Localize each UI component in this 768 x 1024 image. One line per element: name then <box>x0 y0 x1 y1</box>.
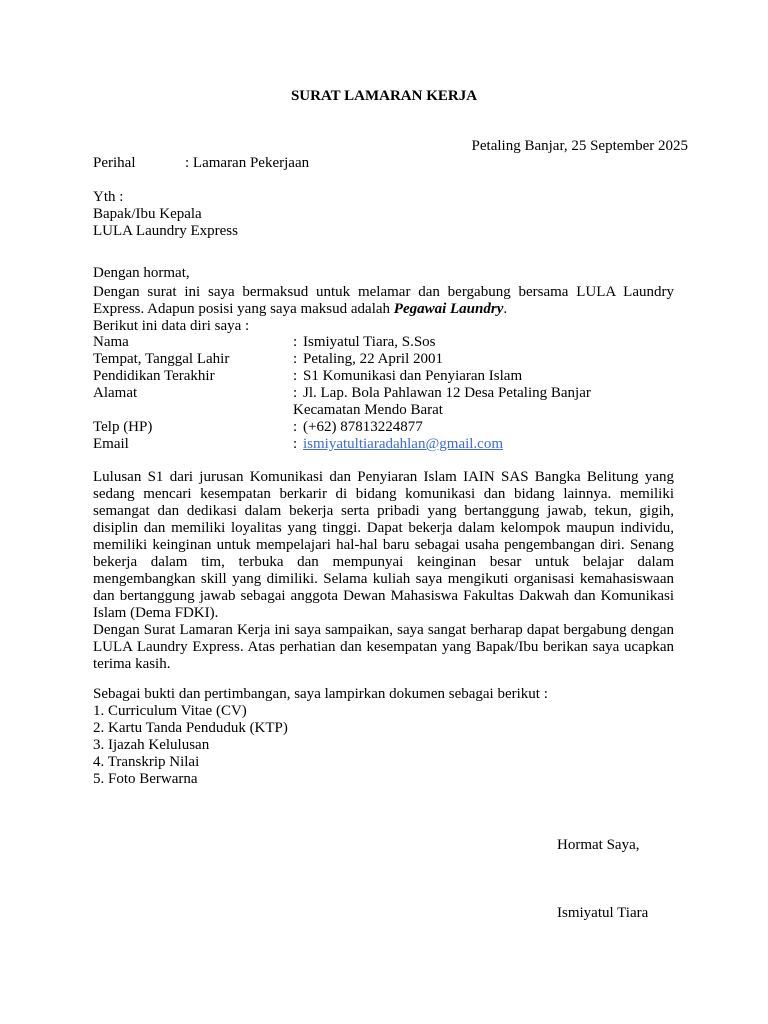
letter-title: SURAT LAMARAN KERJA <box>290 88 478 104</box>
subject-line <box>93 155 674 172</box>
education-value: S1 Komunikasi dan Penyiaran Islam <box>303 368 523 384</box>
letter-date: Petaling Banjar, 25 September 2025 <box>471 138 688 154</box>
birth-label: Tempat, Tanggal Lahir <box>93 351 230 367</box>
email-label: Email <box>93 436 129 452</box>
attachment-item: 1. Curriculum Vitae (CV) <box>93 703 247 719</box>
colon: : <box>293 436 298 452</box>
recipient-block <box>93 189 674 240</box>
data-row-address <box>93 385 674 402</box>
greeting: Dengan hormat, <box>93 265 190 281</box>
data-row-address-cont <box>93 402 674 419</box>
signer-name: Ismiyatul Tiara <box>557 905 649 921</box>
name-value: Ismiyatul Tiara, S.Sos <box>303 334 436 350</box>
email-link[interactable]: ismiyatultiaradahlan@gmail.com <box>303 436 504 452</box>
attachment-item: 5. Foto Berwarna <box>93 771 198 787</box>
phone-label: Telp (HP) <box>93 419 153 435</box>
opening-text: Dengan surat ini saya bermaksud untuk melamar dan bergabung bersama LULA Laundry Express. Adapun posisi yang saya maksud adalah <box>93 284 674 317</box>
opening-period: . <box>503 301 508 317</box>
birth-value: Petaling, 22 April 2001 <box>303 351 443 367</box>
colon: : <box>293 385 298 401</box>
body-paragraphs <box>93 469 674 673</box>
sign-off: Hormat Saya, <box>557 837 640 853</box>
closing-paragraph: Dengan Surat Lamaran Kerja ini saya sampaikan, saya sangat berharap dapat bergabung dengan LULA Laundry Express. Atas perhatian dan kesempatan yang Bapak/Ibu berikan saya ucapkan terima kasih. <box>93 622 674 672</box>
data-intro: Berikut ini data diri saya : <box>93 318 250 334</box>
recipient-title: Bapak/Ibu Kepala <box>93 206 202 222</box>
data-row-name <box>93 334 674 351</box>
education-label: Pendidikan Terakhir <box>93 368 215 384</box>
attachments-block <box>93 686 674 788</box>
colon: : <box>293 368 298 384</box>
data-row-phone <box>93 419 674 436</box>
subject-value: : Lamaran Pekerjaan <box>185 155 310 171</box>
subject-label: Perihal <box>93 155 136 171</box>
data-row-email <box>93 436 674 453</box>
address-label: Alamat <box>93 385 138 401</box>
recipient-salutation: Yth : <box>93 189 124 205</box>
attachment-item: 4. Transkrip Nilai <box>93 754 200 770</box>
data-row-education <box>93 368 674 385</box>
address-line1: Jl. Lap. Bola Pahlawan 12 Desa Petaling Banjar <box>303 385 591 401</box>
name-label: Nama <box>93 334 129 350</box>
colon: : <box>293 351 298 367</box>
opening-paragraph <box>93 284 674 318</box>
personal-data-table <box>93 334 674 453</box>
colon: : <box>293 419 298 435</box>
colon: : <box>293 334 298 350</box>
recipient-company: LULA Laundry Express <box>93 223 238 239</box>
qualification-paragraph: Lulusan S1 dari jurusan Komunikasi dan Penyiaran Islam IAIN SAS Bangka Belitung yang sedang mencari kesempatan berkarir di bidang komunikasi dan bidang lainnya. memiliki semangat dan dedikasi dalam bekerja serta pribadi yang bertanggung jawab, tekun, gigih, disiplin dan memiliki loyalitas yang tinggi. Dapat bekerja dalam kelompok maupun individu, memiliki keinginan untuk mempelajari hal-hal baru sebagai usaha pengembangan diri. Senang bekerja dalam tim, terbuka dan mempunyai keinginan besar untuk belajar dalam mengembangkan skill yang dimiliki. Selama kuliah saya mengikuti organisasi kemahasiswaan dan bertanggung jawab sebagai anggota Dewan Mahasiswa Fakultas Dakwah dan Komunikasi Islam (Dema FDKI). <box>93 469 674 621</box>
attachment-item: 3. Ijazah Kelulusan <box>93 737 210 753</box>
attachments-intro: Sebagai bukti dan pertimbangan, saya lampirkan dokumen sebagai berikut : <box>93 686 548 702</box>
data-row-birth <box>93 351 674 368</box>
applied-position: Pegawai Laundry <box>393 301 504 317</box>
phone-value: (+62) 87813224877 <box>303 419 423 435</box>
address-line2: Kecamatan Mendo Barat <box>293 402 443 418</box>
attachment-item: 2. Kartu Tanda Penduduk (KTP) <box>93 720 288 736</box>
